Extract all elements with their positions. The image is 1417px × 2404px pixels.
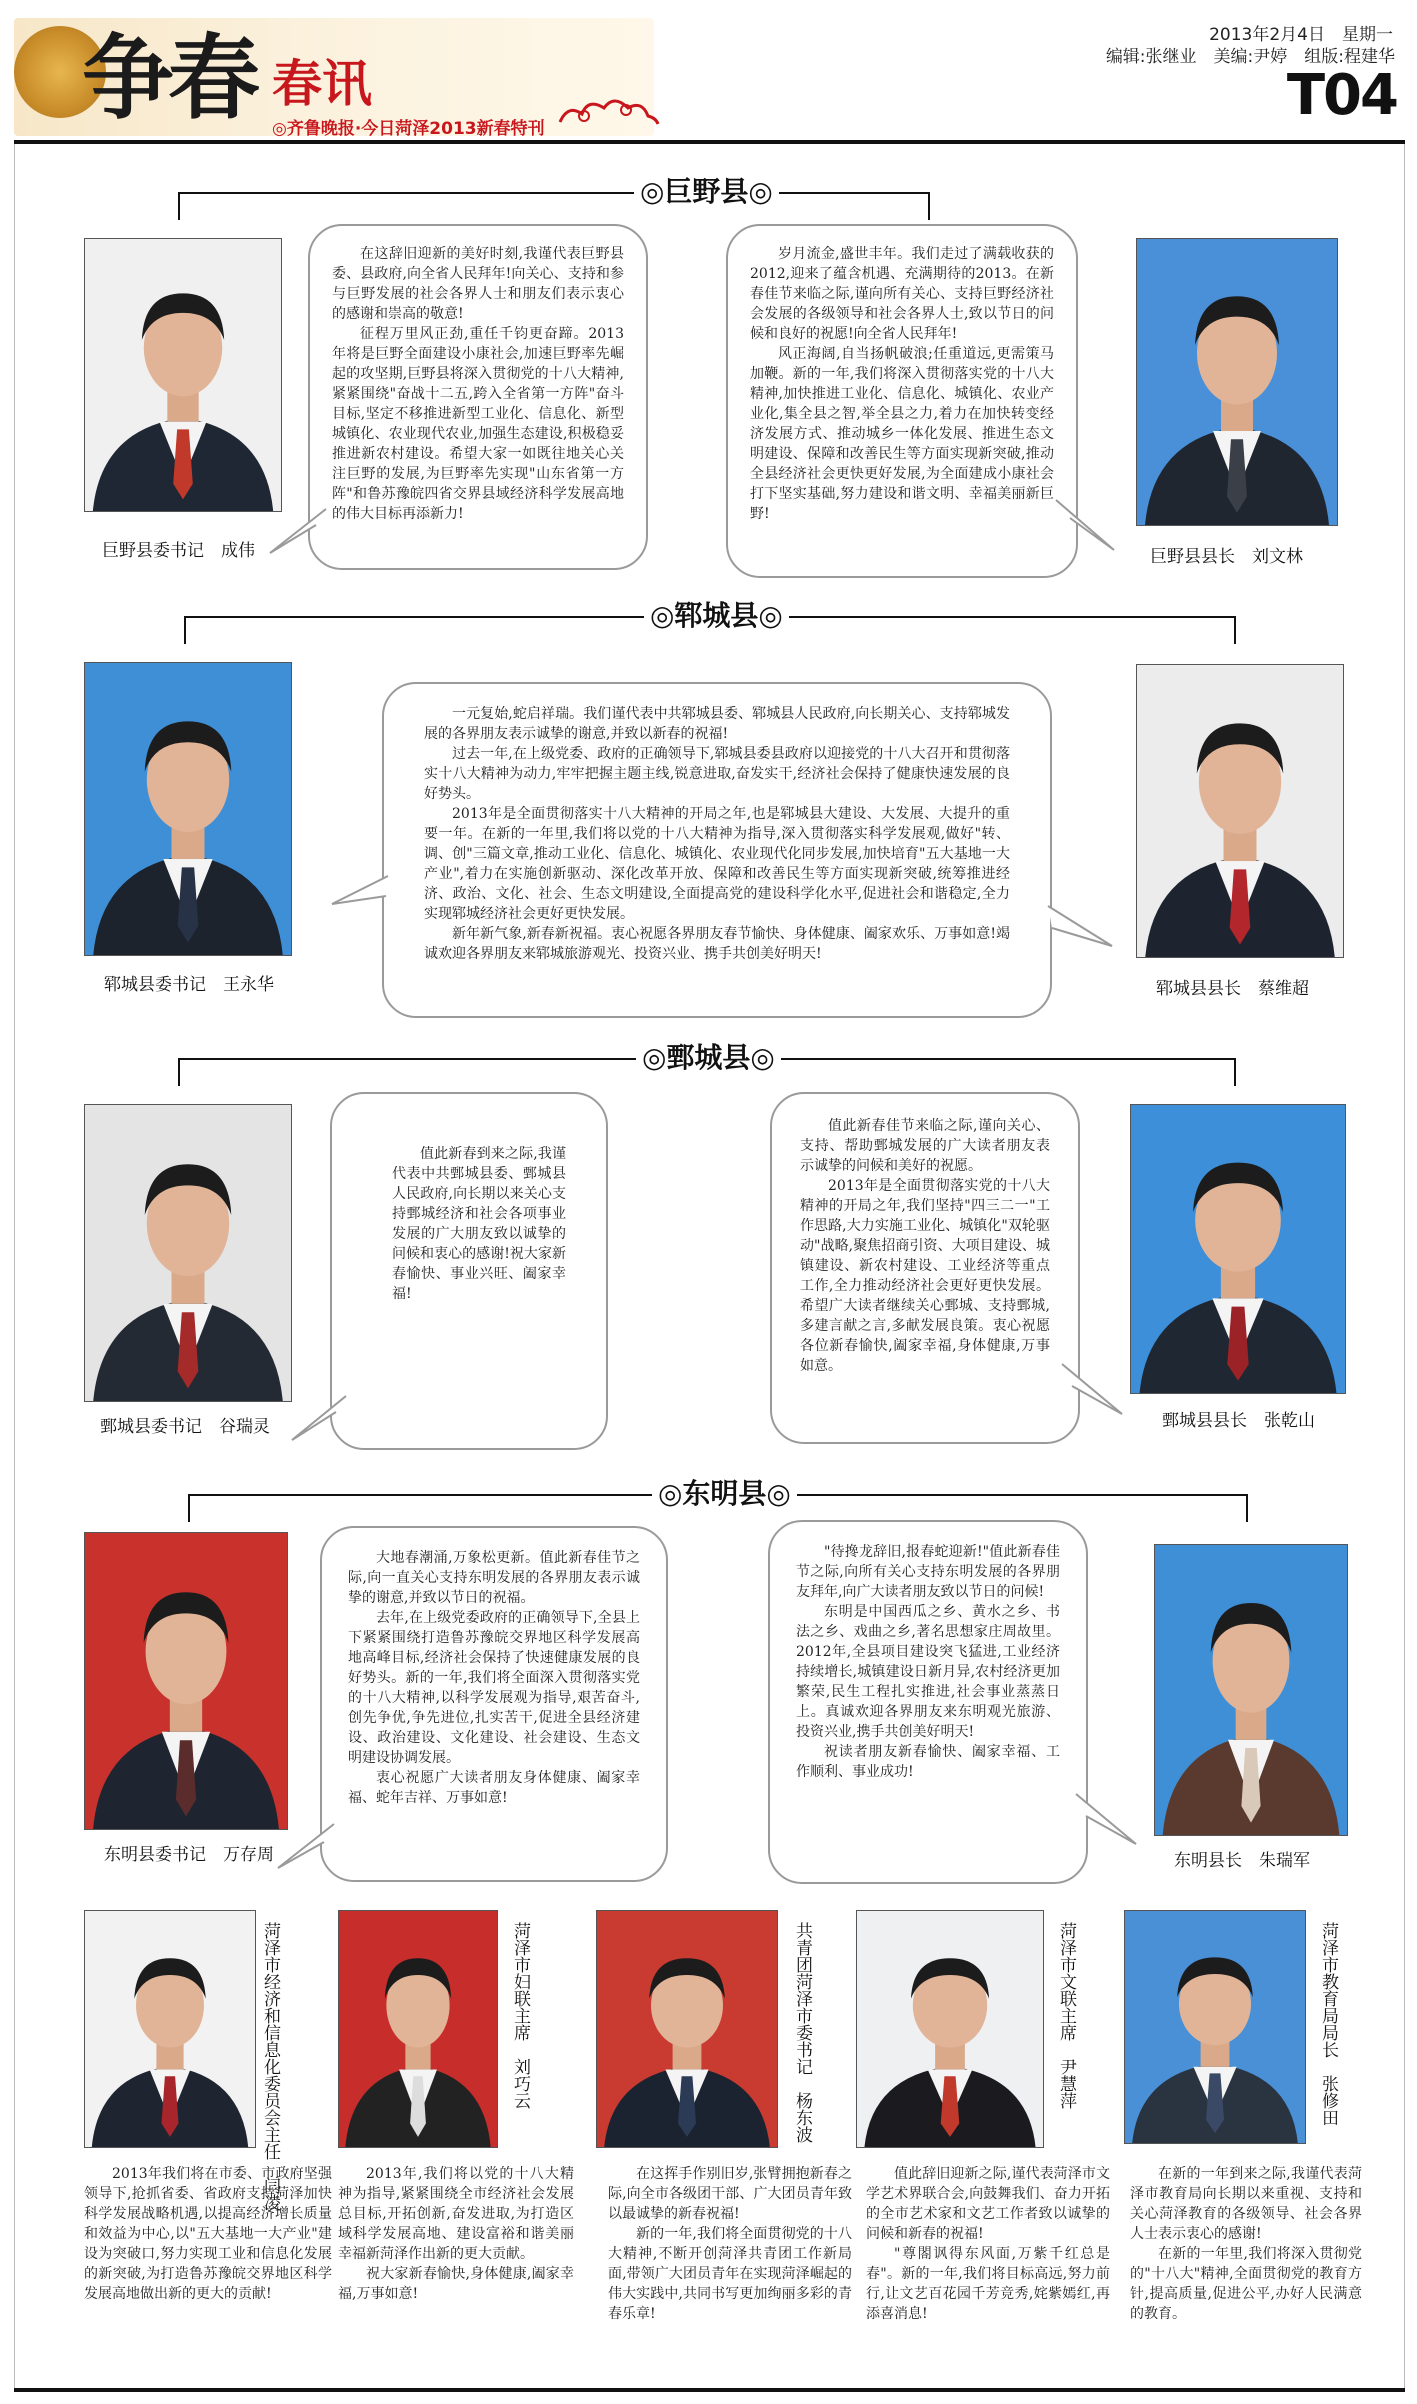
- name-jingxinwei-director: 菏泽市经济和信息化委员会主任 闫凌: [260, 1922, 280, 2211]
- message-paragraph: 新的一年,我们将全面贯彻党的十八大精神,不断开创菏泽共青团工作新局面,带领广大团员青年在实现菏泽崛起的伟大实践中,共同书写更加绚丽多彩的青春乐章!: [608, 2226, 852, 2322]
- section-rule-tick: [184, 616, 186, 644]
- message-womens-federation: [338, 2164, 574, 2304]
- message-paragraph: 岁月流金,盛世丰年。我们走过了满载收获的2012,迎来了蕴含机遇、充满期待的2013。在新春佳节来临之际,谨向所有关心、支持巨野经济社会发展的各级领导和社会各界人士,致以节日的问候和良好的祝愿!向全省人民拜年!: [750, 246, 1054, 342]
- left-rule: [14, 144, 15, 2388]
- masthead-subtitle: ◎齐鲁晚报·今日菏泽2013新春特刊: [272, 119, 545, 139]
- message-paragraph: 值此新春到来之际,我谨代表中共鄄城县委、鄄城县人民政府,向长期以来关心支持鄄城经济和社会各项事业发展的广大朋友致以诚挚的问候和衷心的感谢!祝大家新春愉快、事业兴旺、阖家幸福!: [392, 1146, 566, 1302]
- portrait-juancheng-county-head: [1130, 1104, 1346, 1394]
- message-paragraph: 在这辞旧迎新的美好时刻,我谨代表巨野县委、县政府,向全省人民拜年!向关心、支持和参与巨野发展的社会各界人士和朋友们表示衷心的感谢和崇高的敬意!: [332, 246, 624, 322]
- portrait-figure: [1125, 1911, 1305, 2143]
- portrait-jingxinwei-director: [84, 1910, 256, 2148]
- portrait-figure: [1131, 1105, 1345, 1393]
- message-paragraph: 风正海阔,自当扬帆破浪;任重道远,更需策马加鞭。新的一年,我们将深入贯彻落实党的十八大精神,加快推进工业化、信息化、城镇化、农业产业化,集全县之智,举全县之力,着力在加快转变经济发展方式、推动城乡一体化发展、推进生态文明建设、保障和改善民生等方面实现新突破,推动全县经济社会更快更好发展,为全面建成小康社会打下坚实基础,努力建设和谐文明、幸福美丽新巨野!: [750, 346, 1054, 522]
- message-paragraph: 一元复始,蛇启祥瑞。我们谨代表中共郓城县委、郓城县人民政府,向长期关心、支持郓城发展的各界朋友表示诚挚的谢意,并致以新春的祝福!: [424, 706, 1010, 742]
- speech-bubble-juancheng-secretary: [330, 1092, 608, 1450]
- page-number: T04: [1286, 63, 1397, 128]
- section-rule: [178, 192, 930, 194]
- section-title-juancheng: ◎鄄城县◎: [636, 1040, 781, 1076]
- portrait-figure: [1137, 239, 1337, 525]
- section-title-yuncheng: ◎郓城县◎: [644, 598, 789, 634]
- portrait-literary-federation-chair: [856, 1910, 1044, 2148]
- message-paragraph: 祝大家新春愉快,身体健康,阖家幸福,万事如意!: [338, 2266, 574, 2302]
- portrait-yuncheng-county-head: [1136, 664, 1344, 958]
- message-youth-league: [608, 2164, 852, 2324]
- name-literary-federation-chair: 菏泽市文联主席 尹慧萍: [1056, 1922, 1076, 2109]
- message-paragraph: 新年新气象,新春新祝福。衷心祝愿各界朋友春节愉快、身体健康、阖家欢乐、万事如意!竭诚欢迎各界朋友来郓城旅游观光、投资兴业、携手共创美好明天!: [424, 926, 1010, 962]
- message-jingxinwei: [84, 2164, 332, 2304]
- profile-card: [1124, 1902, 1402, 2382]
- section-rule-tick: [1246, 1494, 1248, 1522]
- speech-bubble-dongming-county-head: [768, 1520, 1088, 1884]
- bubble-tail: [1056, 1360, 1126, 1418]
- bubble-tail: [290, 1392, 352, 1444]
- message-paragraph: 征程万里风正劲,重任千钧更奋蹄。2013年将是巨野全面建设小康社会,加速巨野率先崛起的攻坚期,巨野县将深入贯彻党的十八大精神,紧紧围绕"奋战十二五,跨入全省第一方阵"奋斗目标,坚定不移推进新型工业化、信息化、新型城镇化、农业现代农业,加强生态建设,积极稳妥推进新农村建设。希望大家一如既往地关心关注巨野的发展,为巨野率先实现"山东省第一方阵"和鲁苏豫皖四省交界县域经济科学发展高地的伟大目标再添新力!: [332, 326, 624, 522]
- portrait-figure: [85, 239, 281, 511]
- message-paragraph: 过去一年,在上级党委、政府的正确领导下,郓城县委县政府以迎接党的十八大召开和贯彻落实十八大精神为动力,牢牢把握主题主线,锐意进取,奋发实干,经济社会保持了健康快速发展的良好势头。: [424, 746, 1010, 802]
- speech-bubble-juancheng-county-head: [770, 1092, 1080, 1444]
- section-title-dongming: ◎东明县◎: [652, 1476, 797, 1512]
- message-paragraph: 值此新春佳节来临之际,谨向关心、支持、帮助鄄城发展的广大读者朋友表示诚挚的问候和美好的祝愿。: [800, 1118, 1050, 1174]
- speech-bubble-juye-county-head: [726, 224, 1078, 578]
- portrait-figure: [85, 1911, 255, 2147]
- portrait-youth-league-secretary: [596, 1910, 778, 2148]
- name-education-bureau-director: 菏泽市教育局局长 张修田: [1318, 1922, 1338, 2126]
- message-paragraph: 值此辞旧迎新之际,谨代表菏泽市文学艺术界联合会,向鼓舞我们、奋力开拓的全市艺术家和文艺工作者致以诚挚的问候和新春的祝福!: [866, 2166, 1110, 2242]
- issue-date: 2013年2月4日 星期一: [1209, 25, 1393, 45]
- portrait-figure: [339, 1911, 497, 2147]
- profile-card: [856, 1902, 1124, 2382]
- message-paragraph: 去年,在上级党委政府的正确领导下,全县上下紧紧围绕打造鲁苏豫皖交界地区科学发展高地高峰目标,经济社会保持了快速健康发展的良好势头。新的一年,我们将全面深入贯彻落实党的十八大精神,以科学发展观为指导,艰苦奋斗,创先争优,争先进位,扎实苦干,促进全县经济建设、政治建设、文化建设、社会建设、生态文明建设协调发展。: [348, 1610, 640, 1766]
- cloud-ornament-icon: [554, 88, 664, 132]
- portrait-juancheng-secretary: [84, 1104, 292, 1402]
- section-rule-tick: [178, 1058, 180, 1086]
- message-paragraph: 在新的一年里,我们将深入贯彻党的"十八大"精神,全面贯彻党的教育方针,提高质量,促进公平,办好人民满意的教育。: [1130, 2246, 1362, 2322]
- message-education-bureau: [1130, 2164, 1362, 2324]
- profile-card: [84, 1902, 344, 2382]
- caption-yuncheng-secretary: 郓城县委书记 王永华: [104, 975, 274, 995]
- portrait-figure: [1137, 665, 1343, 957]
- message-paragraph: 2013年我们将在市委、市政府坚强领导下,抢抓省委、省政府支持菏泽加快科学发展战略机遇,以提高经济增长质量和效益为中心,以"五大基地一大产业"建设为突破口,努力实现工业和信息化发展的新突破,为打造鲁苏豫皖交界地区科学发展高地做出新的更大的贡献!: [84, 2166, 332, 2302]
- message-paragraph: 衷心祝愿广大读者朋友身体健康、阖家幸福、蛇年吉祥、万事如意!: [348, 1770, 640, 1806]
- message-paragraph: 祝读者朋友新春愉快、阖家幸福、工作顺利、事业成功!: [796, 1744, 1060, 1780]
- section-rule-tick: [1234, 1058, 1236, 1086]
- message-paragraph: 2013年是全面贯彻落实党的十八大精神的开局之年,我们坚持"四三二一"工作思路,大力实施工业化、城镇化"双轮驱动"战略,聚焦招商引资、大项目建设、城镇建设、新农村建设、工业经济等重点工作,全力推动经济社会更好更快发展。希望广大读者继续关心鄄城、支持鄄城,多建言献之言,多献发展良策。衷心祝愿各位新春愉快,阖家幸福,身体健康,万事如意。: [800, 1178, 1050, 1374]
- speech-bubble-yuncheng: [382, 682, 1052, 1018]
- section-rule-tick: [188, 1494, 190, 1522]
- masthead-title-red: 春讯: [272, 55, 372, 113]
- message-paragraph: "待搀龙辞旧,报春蛇迎新!"值此新春佳节之际,向所有关心支持东明发展的各界朋友拜年,向广大读者朋友致以节日的问候!: [796, 1544, 1060, 1600]
- caption-juye-secretary: 巨野县委书记 成伟: [102, 541, 255, 561]
- portrait-yuncheng-secretary: [84, 662, 292, 956]
- section-rule-tick: [928, 192, 930, 220]
- portrait-figure: [1155, 1545, 1347, 1835]
- top-rule: [14, 140, 1405, 144]
- bubble-tail: [1050, 496, 1118, 554]
- bubble-tail: [1044, 900, 1116, 950]
- message-paragraph: "尊閤讽得东风面,万紫千红总是春"。新的一年,我们将目标高远,努力前行,让文艺百花园千芳竞秀,姹紫嫣红,再添喜消息!: [866, 2246, 1110, 2322]
- portrait-figure: [85, 1533, 287, 1829]
- portrait-education-bureau-director: [1124, 1910, 1306, 2144]
- bottom-rule: [14, 2388, 1405, 2392]
- speech-bubble-juye-secretary: [308, 224, 648, 570]
- caption-dongming-secretary: 东明县委书记 万存周: [104, 1845, 274, 1865]
- caption-yuncheng-county-head: 郓城县县长 蔡维超: [1156, 979, 1309, 999]
- profile-card: [338, 1902, 600, 2382]
- bubble-tail: [1070, 1790, 1140, 1848]
- profile-card: [596, 1902, 864, 2382]
- name-youth-league-secretary: 共青团菏泽市委书记 杨东波: [792, 1922, 812, 2143]
- portrait-figure: [857, 1911, 1043, 2147]
- message-paragraph: 2013年是全面贯彻落实十八大精神的开局之年,也是郓城县大建设、大发展、大提升的重要一年。在新的一年里,我们将以党的十八大精神为指导,深入贯彻落实科学发展观,做好"转、调、创"三篇文章,推动工业化、信息化、城镇化、农业现代化同步发展,加快培育"五大基地一大产业",着力在实施创新驱动、深化改革开放、保障和改善民生等方面实现新突破,统筹推进经济、政治、文化、社会、生态文明建设,全面提高党的建设科学化水平,促进社会和谐稳定,全力实现郓城经济社会更好更快发展。: [424, 806, 1010, 922]
- message-paragraph: 东明是中国西瓜之乡、黄水之乡、书法之乡、戏曲之乡,著名思想家庄周故里。2012年,全县项目建设突飞猛进,工业经济持续增长,城镇建设日新月异,农村经济更加繁荣,民生工程扎实推进,社会事业蒸蒸日上。真诚欢迎各界朋友来东明观光旅游、投资兴业,携手共创美好明天!: [796, 1604, 1060, 1740]
- caption-dongming-county-head: 东明县长 朱瑞军: [1174, 1851, 1310, 1871]
- masthead: [0, 0, 1417, 140]
- portrait-figure: [85, 663, 291, 955]
- portrait-dongming-secretary: [84, 1532, 288, 1830]
- bubble-tail: [268, 505, 332, 557]
- portrait-figure: [597, 1911, 777, 2147]
- portrait-figure: [85, 1105, 291, 1401]
- portrait-juye-secretary: [84, 238, 282, 512]
- section-rule-tick: [178, 192, 180, 220]
- portrait-dongming-county-head: [1154, 1544, 1348, 1836]
- masthead-title-big: 争春: [82, 24, 255, 132]
- bubble-tail: [276, 1820, 340, 1872]
- speech-bubble-dongming-secretary: [320, 1526, 668, 1882]
- caption-juancheng-county-head: 鄄城县县长 张乾山: [1162, 1411, 1315, 1431]
- bubble-tail: [330, 870, 392, 910]
- name-womens-federation-chair: 菏泽市妇联主席 刘巧云: [510, 1922, 530, 2109]
- message-paragraph: 在新的一年到来之际,我谨代表菏泽市教育局向长期以来重视、支持和关心菏泽教育的各级领导、社会各界人士表示衷心的感谢!: [1130, 2166, 1362, 2242]
- message-paragraph: 在这挥手作别旧岁,张臂拥抱新春之际,向全市各级团干部、广大团员青年致以最诚挚的新春祝福!: [608, 2166, 852, 2222]
- caption-juancheng-secretary: 鄄城县委书记 谷瑞灵: [100, 1417, 270, 1437]
- caption-juye-county-head: 巨野县县长 刘文林: [1150, 547, 1303, 567]
- portrait-juye-county-head: [1136, 238, 1338, 526]
- message-paragraph: 2013年,我们将以党的十八大精神为指导,紧紧围绕全市经济社会发展总目标,开拓创新,奋发进取,为打造区域科学发展高地、建设富裕和谐美丽幸福新菏泽作出新的更大贡献。: [338, 2166, 574, 2262]
- message-paragraph: 大地春潮涌,万象松更新。值此新春佳节之际,向一直关心支持东明发展的各界朋友表示诚挚的谢意,并致以节日的祝福。: [348, 1550, 640, 1606]
- message-literary-federation: [866, 2164, 1110, 2324]
- section-rule-tick: [1234, 616, 1236, 644]
- section-title-juye: ◎巨野县◎: [634, 174, 779, 210]
- editor-credits: 编辑:张继业 美编:尹婷 组版:程建华: [1105, 47, 1395, 67]
- right-rule: [1404, 144, 1405, 2388]
- portrait-womens-federation-chair: [338, 1910, 498, 2148]
- masthead-banner: [14, 18, 654, 139]
